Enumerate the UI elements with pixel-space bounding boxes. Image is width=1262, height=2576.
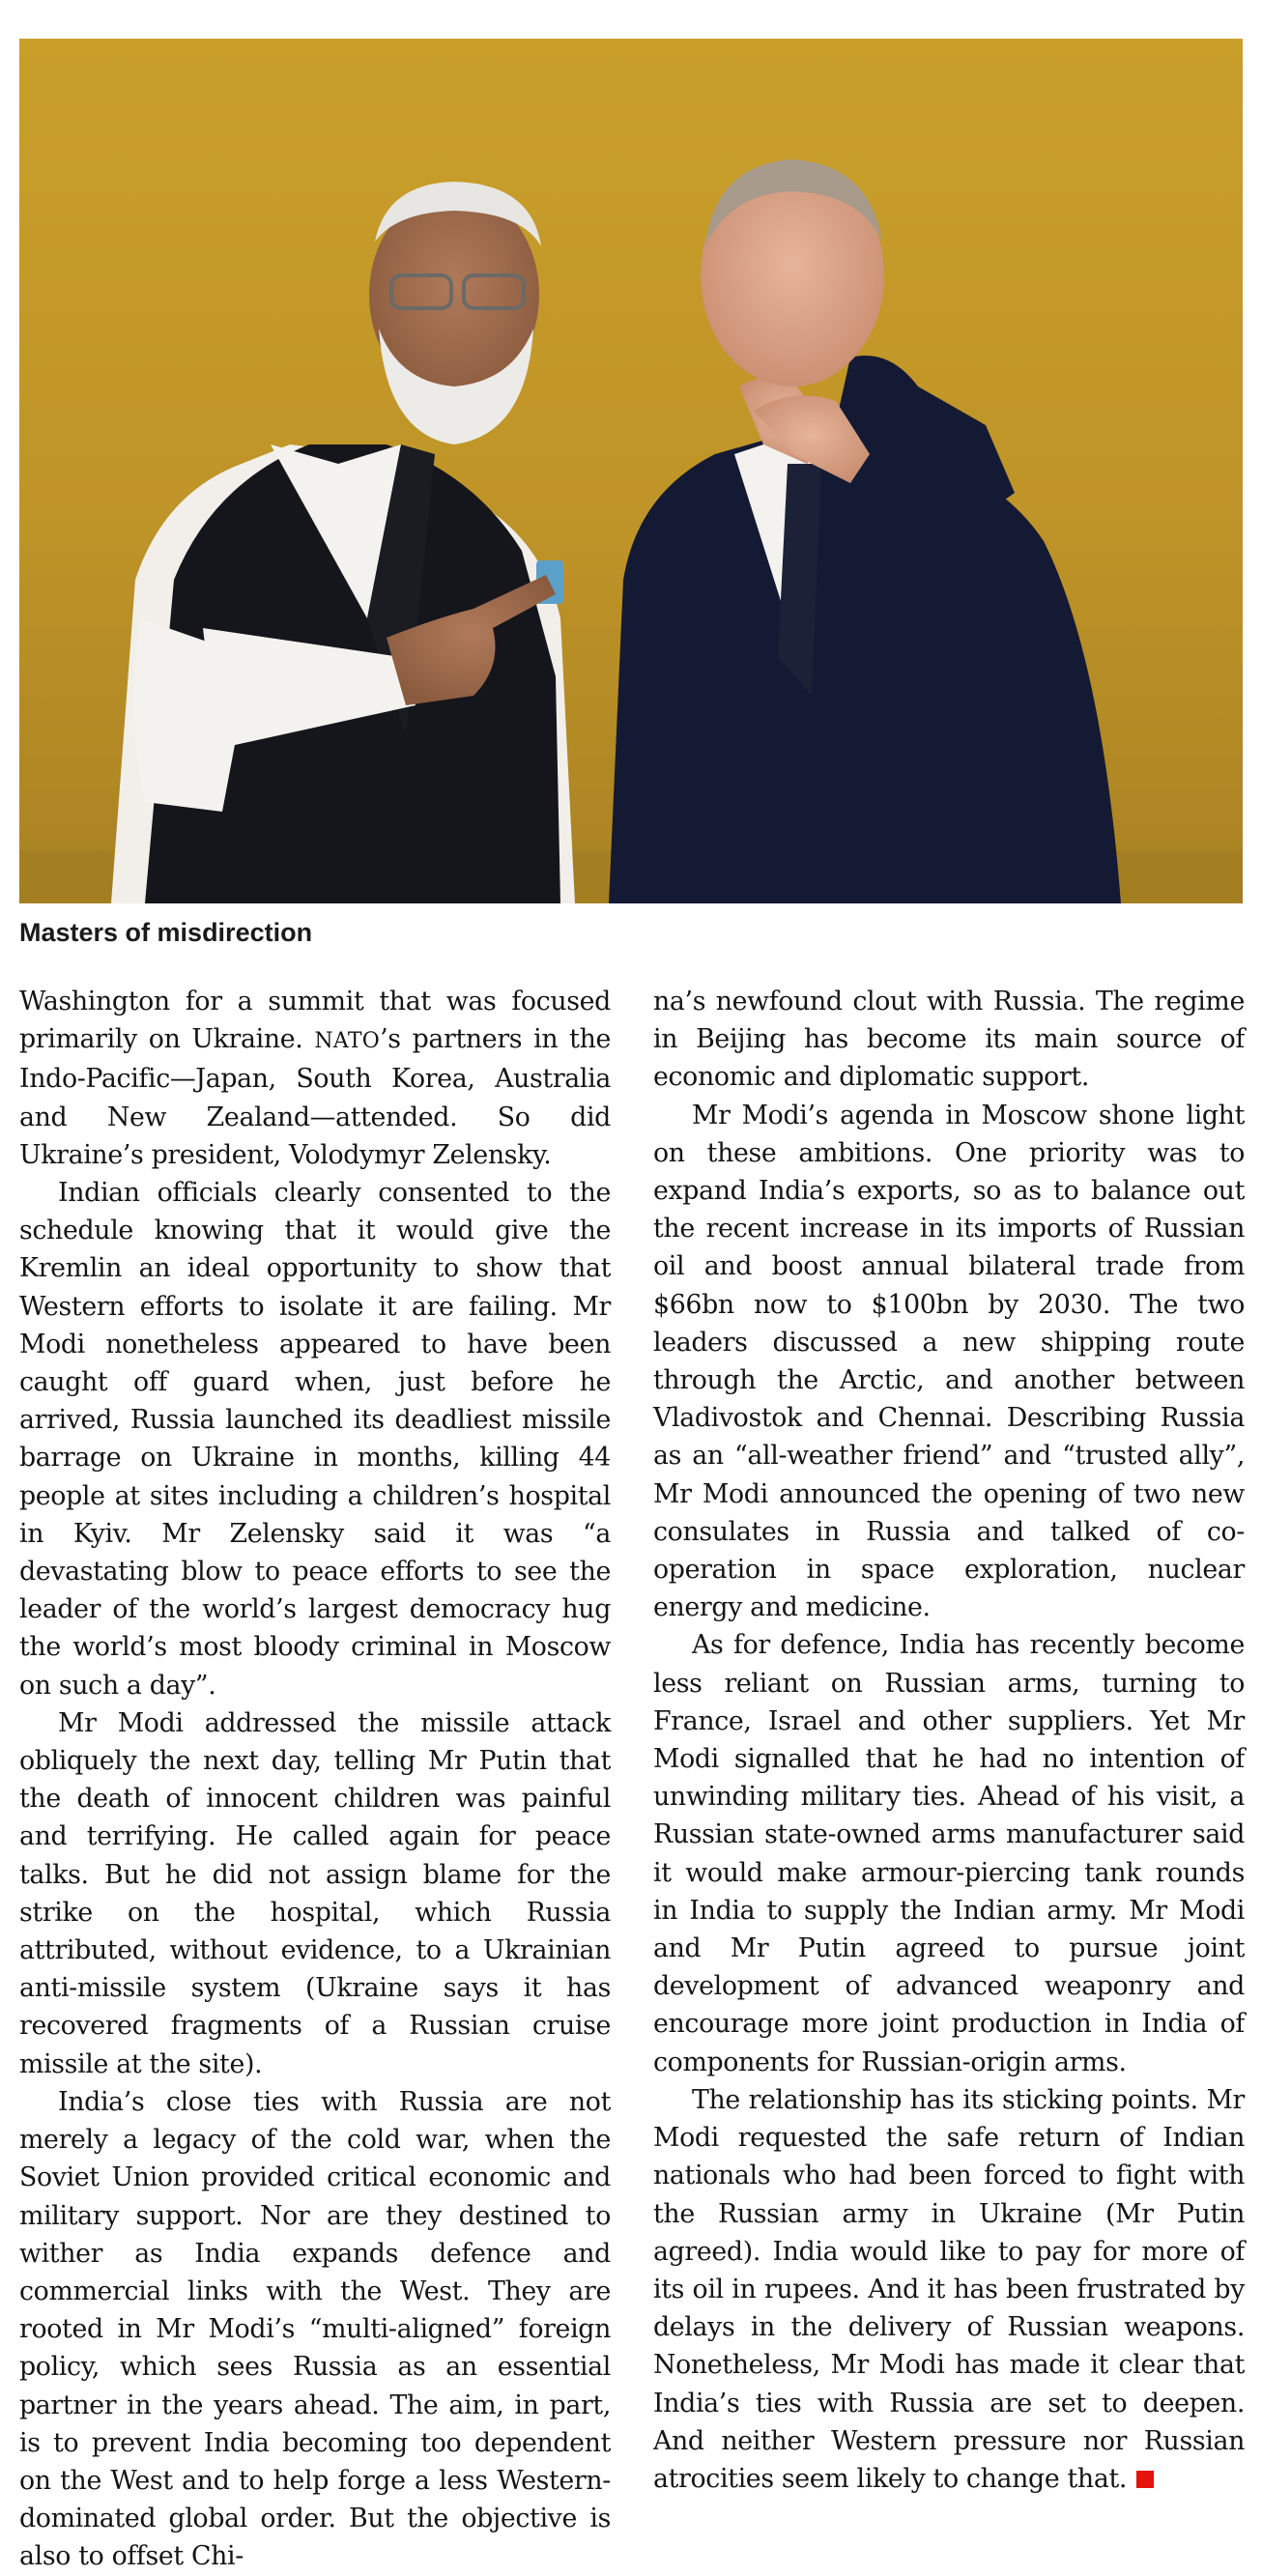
- paragraph: As for defence, India has recently become less reliant on Russian arms, turning to France, Israel and other suppliers. Yet Mr Modi signalled that he had no intention of unwinding military ties. Ahead of his visit, a Russian state-owned arms manufacturer said it would make armour-piercing tank rounds in India to supply the Indian army. Mr Modi and Mr Putin agreed to pursue joint development of advanced weaponry and encourage more joint production in India of components for Russian-origin arms.: [653, 1630, 1245, 2077]
- paragraph: Mr Modi’s agenda in Moscow shone light on these ambitions. One priority was to expand India’s exports, so as to balance out the recent increase in its imports of Russian oil and boost annual bilateral trade from $66bn now to $100bn by 2030. The two leaders discussed a new shipping route through the Arctic, and another between Vladivostok and Chennai. Describing Russia as an “all-weather friend” and “trusted ally”, Mr Modi announced the opening of two new consulates in Russia and talked of co-operation in space exploration, nuclear energy and medicine.: [653, 1100, 1245, 1623]
- nato-abbreviation: NATO: [314, 1029, 381, 1054]
- article-photo: [19, 39, 1243, 903]
- article-column-left: [19, 983, 611, 2576]
- paragraph-text: The relationship has its sticking points. Mr Modi requested the safe return of Indian nationals who had been forced to fight with the Russian army in Ukraine (Mr Putin agreed). India would like to pay for more of its oil in rupees. And it has been frustrated by delays in the delivery of Russian weapons. Nonetheless, Mr Modi has made it clear that India’s ties with Russia are set to deepen. And neither Western pressure nor Russian atrocities seem likely to change that.: [653, 2084, 1245, 2494]
- paragraph-text: ’s partners in the Indo-Pacific—Japan, South Korea, Australia and New Zealand—attended. So did Ukraine’s president, Volodymyr Zelensky.: [19, 1024, 611, 1170]
- paragraph-text: Washington for a summit that was focused primarily on Ukraine.: [19, 987, 611, 1055]
- paragraph: India’s close ties with Russia are not merely a legacy of the cold war, when the Soviet Union provided critical economic and military support. Nor are they destined to wither as India expands defence and commercial links with the West. They are rooted in Mr Modi’s “multi-aligned” foreign policy, which sees Russia as an essential partner in the years ahead. The aim, in part, is to prevent India becoming too dependent on the West and to help forge a less Western-dominated global order. But the objective is also to offset Chi-: [19, 2086, 611, 2572]
- paragraph: Mr Modi addressed the missile attack obliquely the next day, telling Mr Putin that the death of innocent children was painful and terrifying. He called again for peace talks. But he did not assign blame for the strike on the hospital, which Russia attributed, without evidence, to a Ukrainian anti-missile system (Ukraine says it has recovered fragments of a Russian cruise missile at the site).: [19, 1707, 611, 2079]
- modi-putin-photo: [19, 39, 1243, 903]
- paragraph: na’s newfound clout with Russia. The regime in Beijing has become its main source of economic and diplomatic support.: [653, 987, 1245, 1093]
- article-column-right: [653, 983, 1245, 2498]
- paragraph: Indian officials clearly consented to the schedule knowing that it would give the Kremlin an ideal opportunity to show that Western efforts to isolate it are failing. Mr Modi nonetheless appeared to have been caught off guard when, just before he arrived, Russia launched its deadliest missile barrage on Ukraine in months, killing 44 people at sites including a children’s hospital in Kyiv. Mr Zelensky said it was “a devastating blow to peace efforts to see the leader of the world’s largest democracy hug the world’s most bloody criminal in Moscow on such a day”.: [19, 1178, 611, 1701]
- paragraph: [19, 983, 611, 1174]
- paragraph: [653, 2081, 1245, 2498]
- end-of-article-mark: [1136, 2471, 1154, 2488]
- photo-caption: Masters of misdirection: [19, 918, 313, 947]
